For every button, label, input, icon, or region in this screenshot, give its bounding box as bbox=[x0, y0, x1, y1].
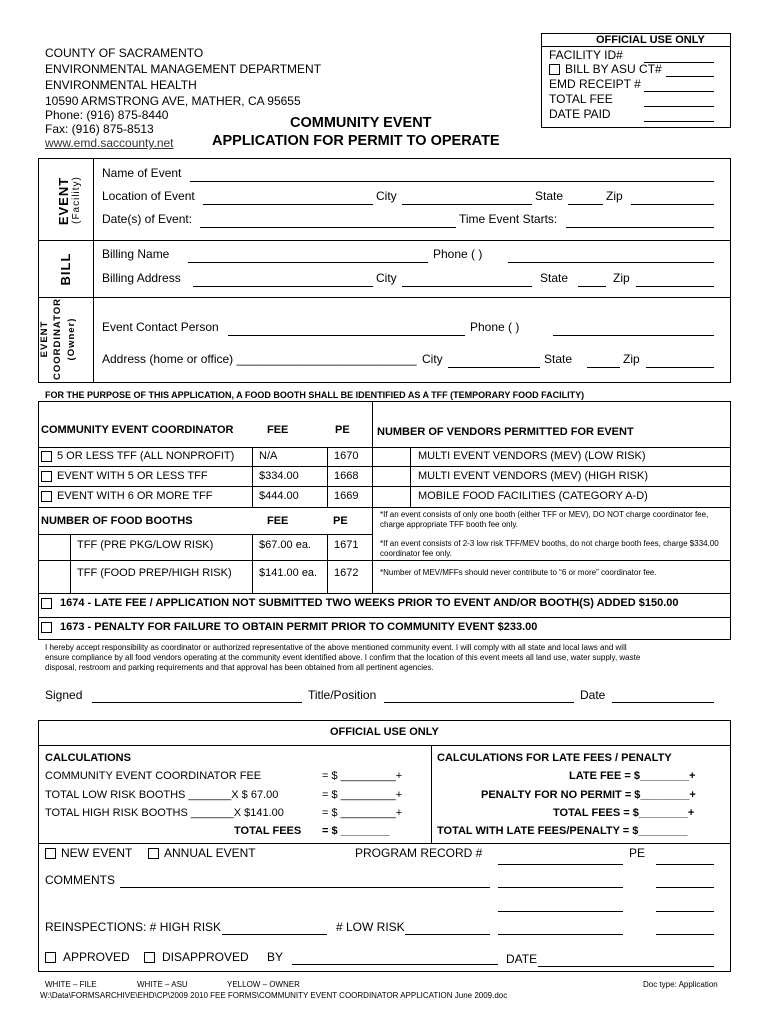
event-side-sublabel: (Facility) bbox=[71, 176, 82, 224]
high-risk-count-field[interactable] bbox=[222, 934, 327, 935]
signature-field[interactable] bbox=[92, 702, 302, 703]
booths-header: NUMBER OF FOOD BOOTHS bbox=[41, 515, 193, 527]
coordinator-row-fee: $444.00 bbox=[259, 490, 299, 502]
declaration-date-field[interactable] bbox=[612, 702, 714, 703]
high-risk-booths-label: TOTAL HIGH RISK BOOTHS _______X $141.00 bbox=[45, 807, 284, 819]
pe-field[interactable] bbox=[656, 934, 714, 935]
high-risk-booths-amount[interactable]: = $ _________+ bbox=[322, 807, 403, 819]
late-fee-label: 1674 - LATE FEE / APPLICATION NOT SUBMITTED TWO WEEKS PRIOR TO EVENT AND/OR BOOTH(S) ADDED $150.00 bbox=[60, 597, 679, 609]
coordinator-fee-amount[interactable]: = $ _________+ bbox=[322, 770, 403, 782]
coordinator-state-label: State bbox=[544, 352, 573, 366]
fee-note: *If an event consists of 2-3 low risk TFF/MEV booths, do not charge booth fees, charge $334.00 coordinator fee only. bbox=[380, 539, 719, 558]
agency-website-link[interactable]: www.emd.saccounty.net bbox=[45, 136, 174, 150]
name-of-event-label: Name of Event bbox=[102, 166, 182, 180]
coordinator-row-pe: 1669 bbox=[334, 490, 359, 502]
form-title-line2: APPLICATION FOR PERMIT TO OPERATE bbox=[212, 133, 500, 149]
event-side-label: EVENT bbox=[56, 176, 71, 226]
billing-city-label: City bbox=[376, 271, 397, 285]
by-label: BY bbox=[267, 950, 284, 964]
event-contact-person-label: Event Contact Person bbox=[102, 320, 219, 334]
official-date-label: DATE bbox=[506, 952, 538, 966]
comments-label: COMMENTS bbox=[45, 873, 115, 887]
agency-address: 10590 ARMSTRONG AVE, MATHER, CA 95655 bbox=[45, 94, 301, 108]
event-state-label: State bbox=[535, 189, 564, 203]
low-risk-booths-label: TOTAL LOW RISK BOOTHS _______X $ 67.00 bbox=[45, 789, 279, 801]
declaration-line2: ensure compliance by all food vendors operating at the community event identified above. I confirm that the location of this event meets all land use, water supply, waste bbox=[45, 653, 641, 662]
coordinator-side-label1: EVENT bbox=[39, 320, 50, 358]
billing-phone-field[interactable] bbox=[508, 262, 714, 263]
copy-distribution-white-file: WHITE – FILE bbox=[45, 980, 97, 989]
name-of-event-field[interactable] bbox=[190, 181, 714, 182]
agency-department: ENVIRONMENTAL MANAGEMENT DEPARTMENT bbox=[45, 62, 322, 76]
event-contact-person-field[interactable] bbox=[228, 335, 465, 336]
billing-name-field[interactable] bbox=[188, 262, 428, 263]
billing-phone-label: Phone ( ) bbox=[433, 247, 483, 261]
by-field[interactable] bbox=[292, 964, 498, 965]
emd-receipt-label: EMD RECEIPT # bbox=[549, 77, 641, 91]
program-record-field[interactable] bbox=[498, 911, 623, 912]
bill-by-asu-checkbox[interactable] bbox=[549, 64, 560, 75]
booths-pe-header: PE bbox=[333, 515, 348, 527]
file-path: W:\Data\FORMSARCHIVE\EHD\CP\2009 2010 FEE FORMS\COMMUNITY EVENT COORDINATOR APPLICATION June 2009.doc bbox=[40, 991, 508, 1000]
official-use-bottom-header: OFFICIAL USE ONLY bbox=[330, 726, 439, 738]
time-event-starts-label: Time Event Starts: bbox=[459, 212, 558, 226]
event-city-label: City bbox=[376, 189, 397, 203]
late-fee-checkbox[interactable] bbox=[41, 598, 52, 609]
purpose-note: FOR THE PURPOSE OF THIS APPLICATION, A FOOD BOOTH SHALL BE IDENTIFIED AS A TFF (TEMPORARY FOOD FACILITY) bbox=[45, 390, 585, 400]
program-record-field[interactable] bbox=[498, 934, 623, 935]
fee-note: *Number of MEV/MFFs should never contribute to “6 or more” coordinator fee. bbox=[380, 568, 657, 577]
booth-row-pe: 1671 bbox=[334, 539, 359, 551]
location-of-event-label: Location of Event bbox=[102, 189, 195, 203]
total-fees-calc[interactable]: TOTAL FEES = $________+ bbox=[553, 807, 695, 819]
pe-field[interactable] bbox=[656, 887, 714, 888]
agency-division: ENVIRONMENTAL HEALTH bbox=[45, 78, 197, 92]
billing-state-field[interactable] bbox=[578, 286, 606, 287]
vendor-row-label: MOBILE FOOD FACILITIES (CATEGORY A-D) bbox=[418, 490, 648, 502]
ct-number-field[interactable] bbox=[666, 76, 714, 77]
approved-checkbox[interactable] bbox=[45, 952, 56, 963]
billing-address-field[interactable] bbox=[193, 286, 373, 287]
agency-phone: Phone: (916) 875-8440 bbox=[45, 108, 169, 122]
coordinator-row-label: EVENT WITH 6 OR MORE TFF bbox=[57, 490, 213, 502]
late-fee-calc[interactable]: LATE FEE = $________+ bbox=[569, 770, 696, 782]
new-event-label: NEW EVENT bbox=[61, 846, 133, 860]
col-pe-header: PE bbox=[335, 424, 350, 436]
program-record-field[interactable] bbox=[498, 864, 623, 865]
coordinator-row-checkbox[interactable] bbox=[41, 451, 52, 462]
event-zip-field[interactable] bbox=[631, 204, 714, 205]
copy-distribution-yellow-owner: YELLOW – OWNER bbox=[227, 980, 300, 989]
location-of-event-field[interactable] bbox=[203, 204, 373, 205]
coordinator-row-label: 5 OR LESS TFF (ALL NONPROFIT) bbox=[57, 450, 235, 462]
coordinator-row-pe: 1670 bbox=[334, 450, 359, 462]
penalty-checkbox[interactable] bbox=[41, 622, 52, 633]
agency-fax: Fax: (916) 875-8513 bbox=[45, 122, 154, 136]
billing-city-field[interactable] bbox=[402, 286, 532, 287]
annual-event-label: ANNUAL EVENT bbox=[164, 846, 256, 860]
coordinator-address-label: Address (home or office) ___________________________ bbox=[102, 352, 417, 366]
late-calc-header: CALCULATIONS FOR LATE FEES / PENALTY bbox=[437, 752, 672, 764]
date-paid-field[interactable] bbox=[644, 121, 714, 122]
program-record-field[interactable] bbox=[498, 887, 623, 888]
event-city-field[interactable] bbox=[402, 204, 532, 205]
coordinator-phone-field[interactable] bbox=[553, 335, 714, 336]
booth-row-label: TFF (PRE PKG/LOW RISK) bbox=[77, 539, 214, 551]
coordinator-city-label: City bbox=[422, 352, 443, 366]
event-dates-field[interactable] bbox=[200, 227, 456, 228]
bill-side-label: BILL bbox=[58, 252, 73, 286]
date-paid-label: DATE PAID bbox=[549, 107, 611, 121]
pe-field[interactable] bbox=[656, 864, 714, 865]
reinspections-label: REINSPECTIONS: # HIGH RISK bbox=[45, 920, 222, 934]
booth-row-fee: $141.00 ea. bbox=[259, 567, 318, 579]
program-record-label: PROGRAM RECORD # bbox=[355, 846, 483, 860]
event-zip-label: Zip bbox=[606, 189, 623, 203]
penalty-label: 1673 - PENALTY FOR FAILURE TO OBTAIN PERMIT PRIOR TO COMMUNITY EVENT $233.00 bbox=[60, 621, 538, 633]
coordinator-zip-label: Zip bbox=[623, 352, 640, 366]
coordinator-row-checkbox[interactable] bbox=[41, 491, 52, 502]
total-fee-field[interactable] bbox=[644, 106, 714, 107]
bill-by-asu-label: BILL BY ASU CT# bbox=[565, 62, 662, 76]
booth-row-fee: $67.00 ea. bbox=[259, 539, 311, 551]
vendor-row-label: MULTI EVENT VENDORS (MEV) (HIGH RISK) bbox=[418, 470, 649, 482]
pe-label: PE bbox=[629, 846, 646, 860]
approved-label: APPROVED bbox=[63, 950, 130, 964]
billing-zip-label: Zip bbox=[613, 271, 630, 285]
penalty-no-permit-calc[interactable]: PENALTY FOR NO PERMIT = $________+ bbox=[481, 789, 696, 801]
emd-receipt-field[interactable] bbox=[644, 91, 714, 92]
booths-fee-header: FEE bbox=[267, 515, 289, 527]
coordinator-state-field[interactable] bbox=[587, 367, 620, 368]
facility-id-label: FACILITY ID# bbox=[549, 48, 623, 62]
coordinator-city-field[interactable] bbox=[448, 367, 540, 368]
event-state-field[interactable] bbox=[568, 204, 603, 205]
calculations-header: CALCULATIONS bbox=[45, 752, 131, 764]
coordinator-fee-label: COMMUNITY EVENT COORDINATOR FEE bbox=[45, 770, 262, 782]
declaration-date-label: Date bbox=[580, 688, 606, 702]
billing-name-label: Billing Name bbox=[102, 247, 170, 261]
comments-field[interactable] bbox=[120, 887, 490, 888]
booth-row-label: TFF (FOOD PREP/HIGH RISK) bbox=[77, 567, 232, 579]
coordinator-phone-label: Phone ( ) bbox=[470, 320, 520, 334]
col-vendors-header: NUMBER OF VENDORS PERMITTED FOR EVENT bbox=[377, 426, 634, 438]
fee-note: *If an event consists of only one booth (either TFF or MEV), DO NOT charge coordinator fee, charge appropriate TFF booth fee only. bbox=[380, 510, 709, 529]
event-dates-label: Date(s) of Event: bbox=[102, 212, 193, 226]
total-fee-label: TOTAL FEE bbox=[549, 92, 613, 106]
total-fees-label: TOTAL FEES bbox=[234, 825, 302, 837]
low-risk-count-label: # LOW RISK bbox=[336, 920, 405, 934]
annual-event-checkbox[interactable] bbox=[148, 848, 159, 859]
disapproved-label: DISAPPROVED bbox=[162, 950, 249, 964]
declaration-line3: disposal, restroom and parking requirements and that approval has been obtained from all pertinent agencies. bbox=[45, 663, 434, 672]
total-with-late-calc[interactable]: TOTAL WITH LATE FEES/PENALTY = $________ bbox=[437, 825, 688, 837]
declaration-line1: I hereby accept responsibility as coordinator or authorized representative of the above mentioned community event. I will comply with all state and local laws and will bbox=[45, 643, 627, 652]
form-title-line1: COMMUNITY EVENT bbox=[290, 115, 432, 131]
doc-type: Doc type: Application bbox=[643, 980, 718, 989]
time-event-starts-field[interactable] bbox=[566, 227, 714, 228]
coordinator-row-fee: $334.00 bbox=[259, 470, 299, 482]
booth-row-pe: 1672 bbox=[334, 567, 359, 579]
coordinator-row-pe: 1668 bbox=[334, 470, 359, 482]
agency-name: COUNTY OF SACRAMENTO bbox=[45, 46, 204, 60]
coordinator-row-checkbox[interactable] bbox=[41, 471, 52, 482]
copy-distribution-white-asu: WHITE – ASU bbox=[137, 980, 188, 989]
total-fees-amount[interactable]: = $ ________ bbox=[322, 825, 390, 837]
official-use-top-header: OFFICIAL USE ONLY bbox=[596, 34, 705, 46]
coordinator-row-label: EVENT WITH 5 OR LESS TFF bbox=[57, 470, 208, 482]
pe-field[interactable] bbox=[656, 911, 714, 912]
billing-zip-field[interactable] bbox=[636, 286, 714, 287]
title-position-field[interactable] bbox=[384, 702, 574, 703]
col-fee-header: FEE bbox=[267, 424, 289, 436]
title-position-label: Title/Position bbox=[308, 688, 377, 702]
low-risk-count-field[interactable] bbox=[405, 934, 490, 935]
new-event-checkbox[interactable] bbox=[45, 848, 56, 859]
billing-state-label: State bbox=[540, 271, 569, 285]
disapproved-checkbox[interactable] bbox=[144, 952, 155, 963]
coordinator-zip-field[interactable] bbox=[646, 367, 714, 368]
coordinator-side-label2: COORDINATOR bbox=[52, 298, 63, 380]
coordinator-side-sublabel: (Owner) bbox=[66, 317, 77, 361]
col-coordinator-header: COMMUNITY EVENT COORDINATOR bbox=[41, 424, 234, 436]
billing-address-label: Billing Address bbox=[102, 271, 181, 285]
vendor-row-label: MULTI EVENT VENDORS (MEV) (LOW RISK) bbox=[418, 450, 646, 462]
coordinator-row-fee: N/A bbox=[259, 450, 278, 462]
signed-label: Signed bbox=[45, 688, 83, 702]
official-date-field[interactable] bbox=[538, 966, 714, 967]
low-risk-booths-amount[interactable]: = $ _________+ bbox=[322, 789, 403, 801]
